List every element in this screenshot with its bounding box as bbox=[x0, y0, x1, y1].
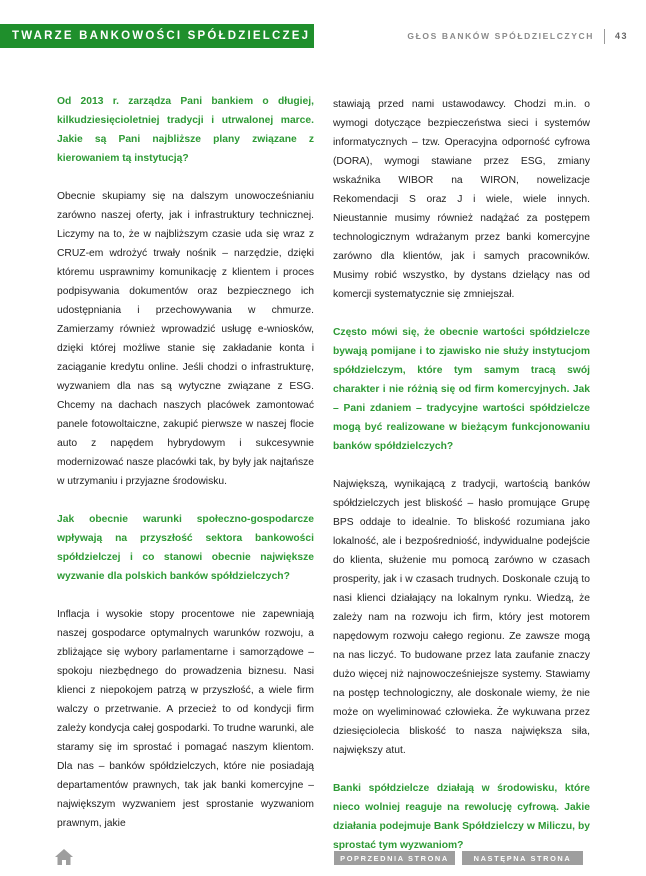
page-number: 43 bbox=[614, 31, 628, 41]
previous-page-button[interactable] bbox=[334, 851, 455, 865]
home-icon[interactable] bbox=[54, 848, 74, 866]
answer-2: Inflacja i wysokie stopy procentowe nie zapewniają naszej gospodarce optymalnych warunków rozwoju, a zbliżające się wybory parlamentarne i samorządowe – spokoju niezbędnego do prowadzenia biznesu. Nasi klienci z niepokojem patrzą w przyszłość, a wiele firm walczy o przetrwanie. A przecież to od kondycji firm zależy kondycja całej gospodarki. To trudne warunki, ale staramy się im sprostać i pomagać naszym klientom. Dla nas – banków spółdzielczych, które nie posiadają departamentów prawnych, tak jak banki komercyjne – największym wyzwaniem jest sprostanie wyzwaniom prawnym, jakie bbox=[57, 609, 314, 829]
section-title: TWARZE BANKOWOŚCI SPÓŁDZIELCZEJ bbox=[12, 30, 311, 42]
header-divider bbox=[604, 29, 605, 44]
answer-3: Największą, wynikającą z tradycji, wartością banków spółdzielczych jest bliskość – hasło promujące Grupę BPS oddaje to idealnie. To bliskość rozumiana jako lokalność, ale i bezpośredniość, indywidualne podejście do klienta, służenie mu pomocą zarówno w czasach prosperity, jak i w czasach trudnych. Doskonale czują to nasi klienci działający na lokalnym rynku. Wiedzą, że zależy nam na rozwoju ich firm, który jest motorem napędowym rozwoju całego regionu. Ze zawsze mogą na nas liczyć. To budowane przez lata zaufanie znaczy dużo więcej niż najnowocześniejsze systemy. Stawiamy na postęp technologiczny, ale doskonale wiemy, że nie może on wyeliminować człowieka. Że wykuwana przez dziesięciolecia bliskość to nasza największa siła, największy atut. bbox=[333, 479, 590, 756]
running-header bbox=[407, 28, 628, 44]
previous-page-label: POPRZEDNIA STRONA bbox=[340, 853, 449, 863]
left-column bbox=[57, 92, 314, 852]
answer-1: Obecnie skupiamy się na dalszym unowocześnianiu zarówno naszej oferty, jak i infrastruktury technicznej. Liczymy na to, że w najbliższym czasie uda się wraz z CRUZ-em wdrożyć trwały nośnik – narzędzie, dzięki któremu usprawnimy komunikację z klientem i proces podpisywania dokumentów oraz bezpiecznego ich udostępniania i przechowywania w chmurze. Zamierzamy również wprowadzić usługę e-wniosków, dzięki której możliwe stanie się zakładanie konta i zaciąganie kredytu online. Jeśli chodzi o infrastrukturę, wyzwaniem dla nas są wytyczne związane z ESG. Chcemy na dachach naszych placówek zamontować panele fotowoltaiczne, zakupić pierwsze w naszej flocie auto z napędem hybrydowym i sukcesywnie modernizować nasze placówki tak, by były jak najtańsze w utrzymaniu i przyjazne środowisku. bbox=[57, 191, 314, 487]
right-column bbox=[333, 95, 590, 874]
next-page-button[interactable] bbox=[462, 851, 583, 865]
question-4: Banki spółdzielcze działają w środowisku, które nieco wolniej reaguje na rewolucję cyfrową. Jakie działania podejmuje Bank Spółdzielczy w Miliczu, by sprostać tym wyzwaniom? bbox=[333, 783, 590, 851]
next-page-label: NASTĘPNA STRONA bbox=[473, 853, 572, 863]
question-2: Jak obecnie warunki społeczno-gospodarcze wpływają na przyszłość sektora bankowości spółdzielczej i co stanowi obecnie największe wyzwanie dla polskich banków spółdzielczych? bbox=[57, 514, 314, 582]
home-icon-glyph bbox=[54, 848, 74, 866]
section-title-band bbox=[0, 24, 314, 48]
answer-2-continued: stawiają przed nami ustawodawcy. Chodzi m.in. o wymogi dotyczące bezpieczeństwa sieci i systemów informatycznych – tzw. Operacyjna odporność cyfrowa (DORA), wymogi stawiane przez ESG, zmiany wskaźnika WIBOR na WIRON, nowelizacje Rekomendacji S oraz J i wiele, wiele innych. Nieustannie musimy również nadążać za postępem technologicznym wdrażanym przez banki komercyjne zarówno dla klientów, jak i samych pracowników. Musimy robić wszystko, by dystans dzielący nas od komercji systematycznie się zmniejszał. bbox=[333, 99, 590, 300]
question-1: Od 2013 r. zarządza Pani bankiem o długiej, kilkudziesięcioletniej tradycji i utrwalonej marce. Jakie są Pani najbliższe plany związane z kierowaniem tą instytucją? bbox=[57, 96, 314, 164]
question-3: Często mówi się, że obecnie wartości spółdzielcze bywają pomijane i to zjawisko nie służy instytucjom spółdzielczym, które tym samym tracą swój charakter i nie różnią się od firm komercyjnych. Jak – Pani zdaniem – tradycyjne wartości spółdzielcze mogą być realizowane w bieżącym funkcjonowaniu banków spółdzielczych? bbox=[333, 327, 590, 452]
publication-title: GŁOS BANKÓW SPÓŁDZIELCZYCH bbox=[407, 31, 594, 41]
